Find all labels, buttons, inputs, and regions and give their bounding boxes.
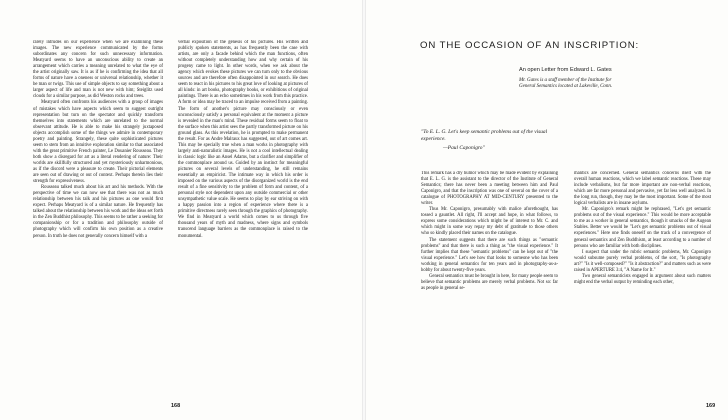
paragraph: Mr. Caponigro's remark might be rephrased, "Let's get semantic problems out of the visual experience." This would be more acceptable to me as a worker in general semantics, though it smacks of the Augean Stables. Better we would be "Let's get semantic problems out of visual experiences." Here one finds oneself on the track of a convergence of general semantics and Zen Buddhism, at least according to a number of persons who are familiar with both disciplines.	[574, 207, 711, 249]
epigraph-quote: "To E. L. G. Let's keep semantic problems out of the visual experience.	[421, 129, 548, 142]
page-number-right: 169	[706, 403, 716, 409]
paragraph: Meatyard often confronts his audiences with a group of images of mistakes which have aspects which seem to suggest outright representation but turn on the spectator and quickly transform themselves into statements which are unrelated to the normal observant attitude. He is able to make his strangely juxtaposed objects accomplish some of the things we admire in contemporary poetry and painting. Strangely, these quite sophisticated pictures seem to stem from an intuitive exploration similar to that associated with the great primitive French painter, Le Douanier Rousseau. They both show a disregard for art as a literal rendering of nature: Their worlds are skillfully structured and yet mysteriously unharmonious, as if the discord were a pleasure to create. Their pictorial elements are seen out of drawing or out of context. Perhaps therein lies their strength for expressiveness.	[33, 100, 163, 185]
author-note: Mr. Gates is a staff member of the Institute for General Semantics located at Lakeville, Conn.	[519, 78, 613, 90]
article-subhead: An open Letter from Edward L. Gates	[519, 67, 612, 73]
left-column-1	[33, 40, 163, 400]
paragraph: The statement suggests that there are such things as "semantic problems" and that there is such a thing as "the visual experience." It further implies that these "semantic problems" can be kept out of "the visual experience." Let's see how that looks to someone who has been working in general semantics for ten years and in photography-as-a-hobby for about twenty-five years.	[421, 237, 558, 273]
paragraph: Thus Mr. Caponigro, presumably with malice aforethought, has tossed a gauntlet. All right, I'll accept and hope, in what follows, to express some considerations which might be of interest to Mr. C. and which might in some way repay my debt of gratitude to those others who so kindly placed their names on the catalogue.	[421, 207, 558, 237]
left-page	[0, 0, 362, 420]
page-number-left: 168	[171, 403, 181, 409]
paragraph: rarely intrudes on our experience when we are examining these images. The new experience communicated by the forms subordinates any concern for such unnecessary information. Meatyard seems to have an unconscious ability to create an arrangement which carries a meaning unrelated to what the eye of the artist originally saw. It is as if he is confirming the idea that all forms of nature have a oneness or universal relationship, whether it be man or twigs. This use of simple objects to say something about a larger aspect of life and man is not new with him; Steiglitz used clouds for a similar purpose, as did Weston rocks and trees.	[33, 40, 163, 100]
paragraph: mantics are concerned. General semantics concerns itself with the overall human reactions, which we label semantic reactions. These may include verbalisms, but far more important are non-verbal reactions, which are far more personal and pervasive, yet far less well analyzed. In the long run, though, they may be the most important. Some of the most logical verbalists are in insane asylums.	[574, 171, 711, 207]
epigraph-attribution: —Paul Caponigro"	[443, 145, 485, 151]
left-column-2	[178, 40, 308, 400]
paragraph: Rousseau talked much about his art and his methods. With the perspective of time we can now see that there was not as much relationship between his talk and his pictures as one would first expect. Perhaps Meatyard is of a similar nature. He frequently has talked about the relationship between his work and the ideas set forth in the Zen Buddhist philosophy. This seems to be rather a seeking for companionship or for a tradition and philosophy outside of photography which will confirm his own position as a creative person. In truth he does not generally concern himself with a	[33, 185, 163, 239]
right-column-1	[421, 171, 558, 403]
paragraph: verbal exposition of the genesis of his pictures. His written and publicly spoken statements, as has frequently been the case with artists, are only a facade behind which the man functions, often without completely understanding how and why certain of his progeny came to light. In other words, when we ask about the agency which evokes these pictures we can turn only to the obvious sources and are therefore often disappointed in our search. He does seem to react in his pictures to his great love of looking at pictures of all kinds: in art books, photography books, or exhibitions of original paintings. There is an echo sometimes in his work from this practice. A form or idea may be traced to an impulse received from a painting. The form of another's picture may consciously or even unconsciously satisfy a personal equivalent at the moment a picture is revealed in the man's mind. These residual forms seem to float to the surface when this artist sees the partly transformed picture on his ground glass. As this revelation, he is prompted to make permanent the result. For as Andre Malraux has suggested, out of art comes art. This may be specially true when a man works in photography with largely anti-naturalistic images. He is not a cool intellectual dealing in classic logic like an Ansel Adams, but a clarifier and simplifier of the commonplace around us. Guided by an instinct for meaningful pictures on several levels of understanding, he still remains essentially an empiricist. The intimate way in which his order is imposed on the various aspects of the disorganized world is the end result of a fine sensitivity to the problem of form and content, of a personal style not dependent upon any outside commercial or other unsympathetic value scale. He seems to play by ear striving on with a happy passion into a region of experience where there is a primitive directness rarely seen through the graphics of photography. We find in Meatyard a world which comes to us through five thousand years of myth and madness, where signs and symbols transcend language barriers as the commonplace is raised to the monumental.	[178, 40, 308, 239]
paragraph: I suspect that under the rubric semantic problems, Mr. Caponigro would subsume purely verbal problems, of the sort, "Is photography art?" "Is it well-composed?" "Is it abstraction?" and matters such as were raised in APERTURE 3:4, "A Name for It."	[574, 249, 711, 273]
article-headline: ON THE OCCASION OF AN INSCRIPTION:	[420, 40, 640, 51]
paragraph: General semantics must be brought in here, for many people seem to believe that semantic problems are merely verbal problems. Not so: far as people in general se-	[421, 273, 558, 291]
paragraph: Two general semanticists engaged in argument about such matters might end the verbal output by reminding each other,	[574, 273, 711, 285]
paragraph: This remark has a dry humor which may be made evident by explaining that E. L. G. is the assistant to the director of the Institute of General Semantics; there has never been a meeting between him and Paul Caponigro, and that the inscription was one of several on the cover of a catalogue of PHOTOGRAPHY AT MID-CENTURY presented to the writer.	[421, 171, 558, 207]
right-column-2	[574, 171, 711, 403]
